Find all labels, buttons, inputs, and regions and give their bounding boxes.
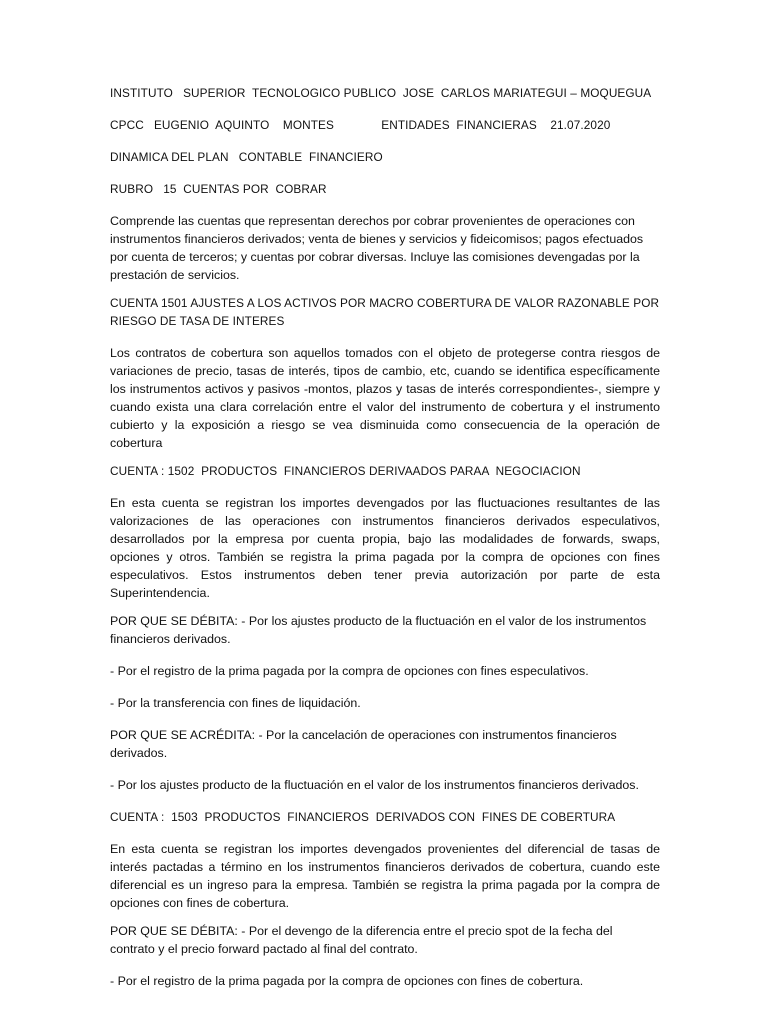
cuenta-1502-debita-item: - Por la transferencia con fines de liquidación. [110, 696, 361, 710]
document-page [110, 84, 660, 1004]
cuenta-1502-acredita: POR QUE SE ACRÉDITA: - Por la cancelación de operaciones con instrumentos financieros derivados. [110, 728, 617, 760]
author-course-date-line: CPCC EUGENIO AQUINTO MONTES ENTIDADES FINANCIERAS 21.07.2020 [110, 118, 611, 132]
plan-title: DINAMICA DEL PLAN CONTABLE FINANCIERO [110, 150, 383, 164]
cuenta-1503-description: En esta cuenta se registran los importes devengados provenientes del diferencial de tasas de interés pactadas a término en los instrumentos financieros derivados de cobertura, cuando este diferencial es un ingreso para la empresa. También se registra la prima pagada por la compra de opciones con fines de cobertura. [110, 842, 660, 910]
cuenta-1502-debita-item: - Por el registro de la prima pagada por la compra de opciones con fines especulativos. [110, 664, 589, 678]
cuenta-1502-title: CUENTA : 1502 PRODUCTOS FINANCIEROS DERIVAADOS PARAA NEGOCIACION [110, 464, 581, 478]
rubro-heading: RUBRO 15 CUENTAS POR COBRAR [110, 182, 327, 196]
rubro-description: Comprende las cuentas que representan derechos por cobrar provenientes de operaciones con instrumentos financieros derivados; venta de bienes y servicios y fideicomisos; pagos efectuados por cuenta de terceros; y cuentas por cobrar diversas. Incluye las comisiones devengadas por la prestación de servicios. [110, 214, 644, 282]
cuenta-1501-description: Los contratos de cobertura son aquellos tomados con el objeto de protegerse contra riesgos de variaciones de precio, tasas de interés, tipos de cambio, etc, cuando se identifica específicamente los instrumentos activos y pasivos -montos, plazos y tasas de interés correspondientes-, siempre y cuando exista una clara correlación entre el valor del instrumento de cobertura y el instrumento cubierto y la exposición a riesgo se vea disminuida como consecuencia de la operación de cobertura [110, 346, 660, 450]
institute-heading: INSTITUTO SUPERIOR TECNOLOGICO PUBLICO JOSE CARLOS MARIATEGUI – MOQUEGUA [110, 86, 652, 100]
cuenta-1502-acredita-item: - Por los ajustes producto de la fluctuación en el valor de los instrumentos financieros derivados. [110, 778, 639, 792]
cuenta-1502-debita: POR QUE SE DÉBITA: - Por los ajustes producto de la fluctuación en el valor de los instrumentos financieros derivados. [110, 614, 647, 646]
cuenta-1503-debita: POR QUE SE DÉBITA: - Por el devengo de la diferencia entre el precio spot de la fecha del contrato y el precio forward pactado al final del contrato. [110, 924, 613, 956]
cuenta-1503-title: CUENTA : 1503 PRODUCTOS FINANCIEROS DERIVADOS CON FINES DE COBERTURA [110, 810, 616, 824]
cuenta-1503-debita-item: - Por el registro de la prima pagada por la compra de opciones con fines de cobertura. [110, 974, 584, 988]
cuenta-1501-title: CUENTA 1501 AJUSTES A LOS ACTIVOS POR MACRO COBERTURA DE VALOR RAZONABLE POR RIESGO DE TASA DE INTERES [110, 296, 660, 328]
cuenta-1502-description: En esta cuenta se registran los importes devengados por las fluctuaciones resultantes de las valorizaciones de las operaciones con instrumentos financieros derivados especulativos, desarrollados por la empresa por cuenta propia, bajo las modalidades de forwards, swaps, opciones y otros. También se registra la prima pagada por la compra de opciones con fines especulativos. Estos instrumentos deben tener previa autorización por parte de esta Superintendencia. [110, 496, 660, 600]
